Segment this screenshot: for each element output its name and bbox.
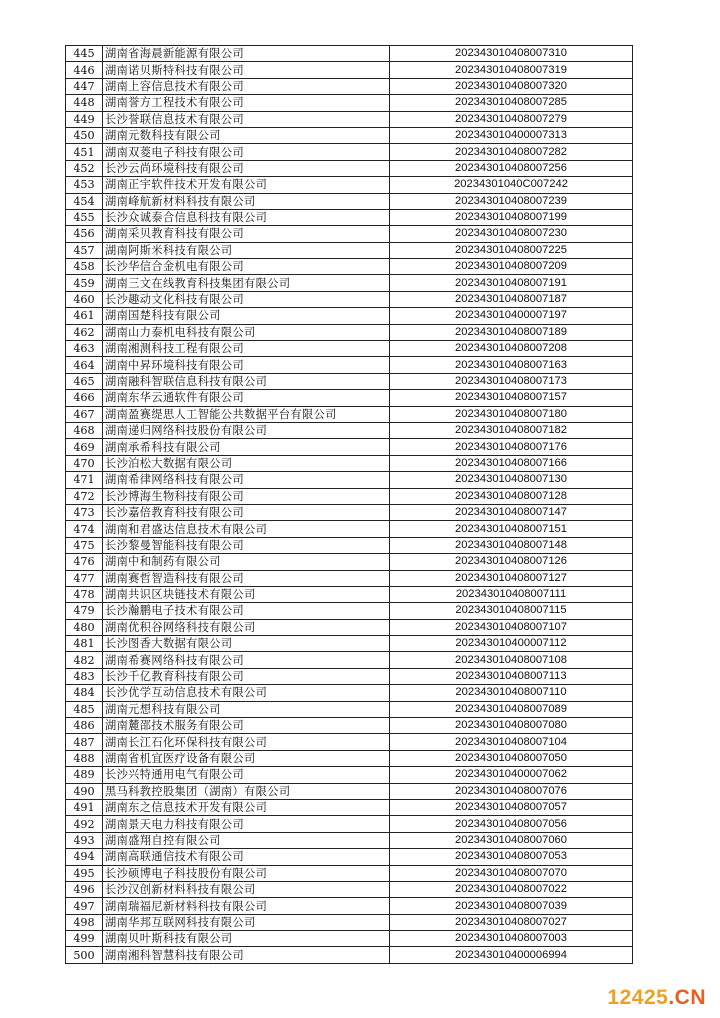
company-name: 长沙千亿教育科技有限公司 (103, 668, 390, 684)
registration-code: 202343010408007126 (390, 554, 633, 570)
company-name: 湖南湘测科技工程有限公司 (103, 341, 390, 357)
row-number: 473 (66, 504, 103, 520)
company-list-table (65, 45, 633, 964)
registration-code: 202343010408007107 (390, 619, 633, 635)
company-name: 长沙黎曼智能科技有限公司 (103, 537, 390, 553)
registration-code: 202343010408007130 (390, 472, 633, 488)
registration-code: 202343010408007180 (390, 406, 633, 422)
registration-code: 202343010408007110 (390, 685, 633, 701)
registration-code: 202343010408007089 (390, 701, 633, 717)
company-name: 湖南采贝教育科技有限公司 (103, 226, 390, 242)
row-number: 478 (66, 586, 103, 602)
registration-code: 202343010408007285 (390, 95, 633, 111)
row-number: 476 (66, 554, 103, 570)
company-name: 湖南盈赛缇思人工智能公共数据平台有限公司 (103, 406, 390, 422)
table-row (66, 324, 633, 340)
company-name: 长沙嘉倍教育科技有限公司 (103, 504, 390, 520)
row-number: 466 (66, 390, 103, 406)
row-number: 495 (66, 865, 103, 881)
table-row (66, 718, 633, 734)
registration-code: 202343010408007076 (390, 783, 633, 799)
company-name: 长沙众诚泰合信息科技有限公司 (103, 209, 390, 225)
registration-code: 202343010408007113 (390, 668, 633, 684)
registration-code: 202343010408007173 (390, 373, 633, 389)
registration-code: 202343010408007199 (390, 209, 633, 225)
table-row (66, 504, 633, 520)
company-name: 湖南贝叶斯科技有限公司 (103, 931, 390, 947)
row-number: 464 (66, 357, 103, 373)
row-number: 453 (66, 177, 103, 193)
company-name: 湖南景天电力科技有限公司 (103, 816, 390, 832)
registration-code: 202343010408007225 (390, 242, 633, 258)
registration-code: 202343010408007080 (390, 718, 633, 734)
table-row (66, 357, 633, 373)
registration-code: 202343010408007147 (390, 504, 633, 520)
row-number: 489 (66, 767, 103, 783)
company-name: 长沙华信合金机电有限公司 (103, 259, 390, 275)
table-row (66, 734, 633, 750)
table-row (66, 62, 633, 78)
site-watermark-logo (607, 986, 706, 1010)
table-row (66, 881, 633, 897)
row-number: 469 (66, 439, 103, 455)
registration-code: 202343010408007003 (390, 931, 633, 947)
registration-code: 202343010408007176 (390, 439, 633, 455)
watermark-tld: CN (674, 986, 706, 1009)
row-number: 475 (66, 537, 103, 553)
registration-code: 202343010408007022 (390, 881, 633, 897)
table-row (66, 931, 633, 947)
table-body (66, 46, 633, 964)
company-name: 长沙泊松大数据有限公司 (103, 455, 390, 471)
table-row (66, 111, 633, 127)
registration-code: 202343010408007189 (390, 324, 633, 340)
company-name: 湖南东华云通软件有限公司 (103, 390, 390, 406)
company-name: 湖南诺贝斯特科技有限公司 (103, 62, 390, 78)
row-number: 471 (66, 472, 103, 488)
table-row (66, 619, 633, 635)
registration-code: 202343010408007050 (390, 750, 633, 766)
registration-code: 202343010408007115 (390, 603, 633, 619)
company-name: 湖南中昇环境科技有限公司 (103, 357, 390, 373)
company-name: 湖南华邦互联网科技有限公司 (103, 914, 390, 930)
table-row (66, 144, 633, 160)
table-row (66, 209, 633, 225)
table-row (66, 832, 633, 848)
row-number: 452 (66, 160, 103, 176)
row-number: 462 (66, 324, 103, 340)
table-row (66, 422, 633, 438)
row-number: 467 (66, 406, 103, 422)
row-number: 459 (66, 275, 103, 291)
row-number: 483 (66, 668, 103, 684)
company-name: 湖南递归网络科技股份有限公司 (103, 422, 390, 438)
registration-code: 202343010408007209 (390, 259, 633, 275)
company-name: 长沙兴特通用电气有限公司 (103, 767, 390, 783)
registration-code: 202343010408007282 (390, 144, 633, 160)
registration-code: 202343010408007319 (390, 62, 633, 78)
company-name: 湖南湘科智慧科技有限公司 (103, 947, 390, 963)
company-name: 湖南赛哲智造科技有限公司 (103, 570, 390, 586)
row-number: 488 (66, 750, 103, 766)
table-row (66, 488, 633, 504)
registration-code: 202343010408007239 (390, 193, 633, 209)
registration-code: 202343010408007070 (390, 865, 633, 881)
registration-code: 20234301040C007242 (390, 177, 633, 193)
row-number: 474 (66, 521, 103, 537)
registration-code: 202343010408007182 (390, 422, 633, 438)
company-name: 湖南省海晨新能源有限公司 (103, 46, 390, 62)
row-number: 496 (66, 881, 103, 897)
registration-code: 202343010408007108 (390, 652, 633, 668)
company-name: 湖南承希科技有限公司 (103, 439, 390, 455)
company-name: 湖南瑞福尼新材料科技有限公司 (103, 898, 390, 914)
row-number: 481 (66, 636, 103, 652)
registration-code: 202343010408007039 (390, 898, 633, 914)
row-number: 448 (66, 95, 103, 111)
row-number: 479 (66, 603, 103, 619)
registration-code: 202343010400007197 (390, 308, 633, 324)
table-row (66, 701, 633, 717)
registration-code: 202343010400007112 (390, 636, 633, 652)
registration-code: 202343010408007057 (390, 799, 633, 815)
company-name: 湖南三文在线教育科技集团有限公司 (103, 275, 390, 291)
company-name: 湖南高联通信技术有限公司 (103, 849, 390, 865)
table-row (66, 652, 633, 668)
registration-code: 202343010400007313 (390, 127, 633, 143)
registration-code: 202343010408007230 (390, 226, 633, 242)
table-row (66, 160, 633, 176)
row-number: 480 (66, 619, 103, 635)
row-number: 497 (66, 898, 103, 914)
table-row (66, 767, 633, 783)
company-name: 长沙硕博电子科技股份有限公司 (103, 865, 390, 881)
company-name: 湖南优积谷网络科技有限公司 (103, 619, 390, 635)
row-number: 468 (66, 422, 103, 438)
table-row (66, 685, 633, 701)
row-number: 498 (66, 914, 103, 930)
registration-code: 202343010408007151 (390, 521, 633, 537)
table-row (66, 46, 633, 62)
company-name: 长沙优学互动信息技术有限公司 (103, 685, 390, 701)
company-name: 湖南共识区块链技术有限公司 (103, 586, 390, 602)
row-number: 465 (66, 373, 103, 389)
registration-code: 202343010408007166 (390, 455, 633, 471)
row-number: 445 (66, 46, 103, 62)
table-row (66, 586, 633, 602)
row-number: 484 (66, 685, 103, 701)
registration-code: 202343010408007256 (390, 160, 633, 176)
row-number: 487 (66, 734, 103, 750)
company-name: 湖南东之信息技术开发有限公司 (103, 799, 390, 815)
company-name: 黑马科教控股集团（湖南）有限公司 (103, 783, 390, 799)
row-number: 447 (66, 78, 103, 94)
row-number: 461 (66, 308, 103, 324)
registration-code: 202343010408007208 (390, 341, 633, 357)
registration-code: 202343010408007111 (390, 586, 633, 602)
company-name: 长沙汉创新材料科技有限公司 (103, 881, 390, 897)
row-number: 458 (66, 259, 103, 275)
row-number: 457 (66, 242, 103, 258)
table-row (66, 406, 633, 422)
company-name: 长沙瀚鹏电子技术有限公司 (103, 603, 390, 619)
table-row (66, 947, 633, 963)
company-name: 湖南上容信息技术有限公司 (103, 78, 390, 94)
row-number: 477 (66, 570, 103, 586)
table-row (66, 521, 633, 537)
row-number: 492 (66, 816, 103, 832)
table-row (66, 750, 633, 766)
company-name: 湖南双菱电子科技有限公司 (103, 144, 390, 160)
watermark-dot: . (668, 986, 675, 1009)
company-name: 湖南峰航新材料科技有限公司 (103, 193, 390, 209)
table-row (66, 127, 633, 143)
registration-code: 202343010408007310 (390, 46, 633, 62)
row-number: 482 (66, 652, 103, 668)
table-row (66, 193, 633, 209)
company-name: 湖南阿斯米科技有限公司 (103, 242, 390, 258)
company-name: 长沙趣动文化科技有限公司 (103, 291, 390, 307)
company-name: 湖南元想科技有限公司 (103, 701, 390, 717)
table-row (66, 570, 633, 586)
row-number: 490 (66, 783, 103, 799)
watermark-number: 12425 (607, 986, 669, 1009)
row-number: 455 (66, 209, 103, 225)
row-number: 450 (66, 127, 103, 143)
company-name: 湖南正宇软件技术开发有限公司 (103, 177, 390, 193)
company-name: 湖南誉方工程技术有限公司 (103, 95, 390, 111)
table-row (66, 390, 633, 406)
company-name: 长沙誉联信息技术有限公司 (103, 111, 390, 127)
table-row (66, 636, 633, 652)
company-name: 湖南长江石化环保科技有限公司 (103, 734, 390, 750)
table-row (66, 177, 633, 193)
row-number: 472 (66, 488, 103, 504)
company-name: 湖南元数科技有限公司 (103, 127, 390, 143)
table-row (66, 439, 633, 455)
registration-code: 202343010408007027 (390, 914, 633, 930)
registration-code: 202343010408007056 (390, 816, 633, 832)
table-row (66, 341, 633, 357)
row-number: 463 (66, 341, 103, 357)
company-name: 湖南融科智联信息科技有限公司 (103, 373, 390, 389)
table-row (66, 455, 633, 471)
row-number: 493 (66, 832, 103, 848)
company-name: 湖南盛翔自控有限公司 (103, 832, 390, 848)
registration-code: 202343010408007157 (390, 390, 633, 406)
row-number: 491 (66, 799, 103, 815)
row-number: 460 (66, 291, 103, 307)
table-row (66, 554, 633, 570)
table-row (66, 259, 633, 275)
company-name: 湖南麓邵技术服务有限公司 (103, 718, 390, 734)
table-row (66, 865, 633, 881)
table-row (66, 849, 633, 865)
registration-code: 202343010408007060 (390, 832, 633, 848)
row-number: 499 (66, 931, 103, 947)
registration-code: 202343010408007053 (390, 849, 633, 865)
company-name: 湖南国楚科技有限公司 (103, 308, 390, 324)
row-number: 446 (66, 62, 103, 78)
row-number: 494 (66, 849, 103, 865)
registration-code: 202343010408007191 (390, 275, 633, 291)
company-name: 长沙图香大数据有限公司 (103, 636, 390, 652)
table-row (66, 242, 633, 258)
row-number: 500 (66, 947, 103, 963)
table-row (66, 668, 633, 684)
table-row (66, 603, 633, 619)
table-row (66, 291, 633, 307)
registration-code: 202343010408007104 (390, 734, 633, 750)
table-row (66, 898, 633, 914)
company-name: 湖南希律网络科技有限公司 (103, 472, 390, 488)
table-row (66, 78, 633, 94)
row-number: 454 (66, 193, 103, 209)
row-number: 470 (66, 455, 103, 471)
row-number: 449 (66, 111, 103, 127)
table-row (66, 226, 633, 242)
registration-code: 202343010408007187 (390, 291, 633, 307)
table-row (66, 275, 633, 291)
row-number: 456 (66, 226, 103, 242)
row-number: 451 (66, 144, 103, 160)
registration-code: 202343010408007163 (390, 357, 633, 373)
registration-code: 202343010408007127 (390, 570, 633, 586)
table-row (66, 914, 633, 930)
company-name: 长沙云尚环境科技有限公司 (103, 160, 390, 176)
registration-code: 202343010400006994 (390, 947, 633, 963)
table-row (66, 816, 633, 832)
company-name: 湖南中和制药有限公司 (103, 554, 390, 570)
registration-code: 202343010400007062 (390, 767, 633, 783)
registration-code: 202343010408007279 (390, 111, 633, 127)
registration-code: 202343010408007320 (390, 78, 633, 94)
table-row (66, 537, 633, 553)
table-row (66, 373, 633, 389)
row-number: 486 (66, 718, 103, 734)
row-number: 485 (66, 701, 103, 717)
table-row (66, 783, 633, 799)
table-row (66, 472, 633, 488)
registration-code: 202343010408007128 (390, 488, 633, 504)
registration-code: 202343010408007148 (390, 537, 633, 553)
company-name: 长沙博海生物科技有限公司 (103, 488, 390, 504)
company-name: 湖南和君盛达信息技术有限公司 (103, 521, 390, 537)
table-row (66, 95, 633, 111)
company-name: 湖南山力泰机电科技有限公司 (103, 324, 390, 340)
table-row (66, 799, 633, 815)
table-row (66, 308, 633, 324)
company-name: 湖南希赛网络科技有限公司 (103, 652, 390, 668)
company-name: 湖南省机宜医疗设备有限公司 (103, 750, 390, 766)
